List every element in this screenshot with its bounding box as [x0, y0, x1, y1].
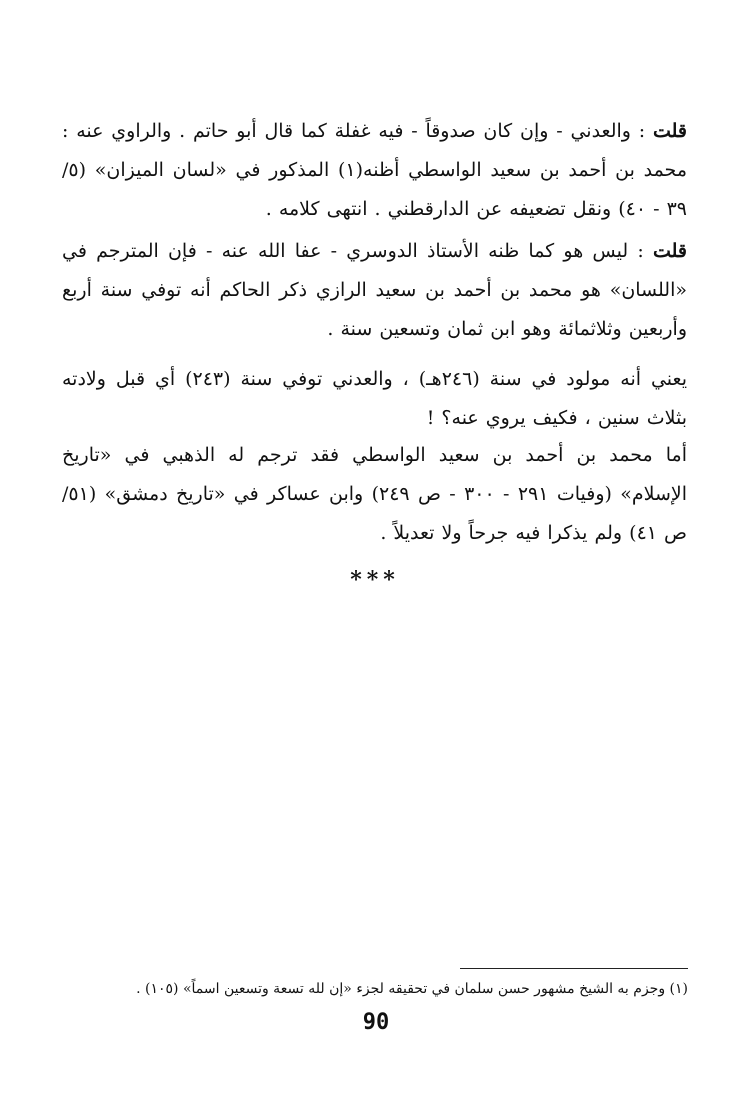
paragraph-4-text: أما محمد بن أحمد بن سعيد الواسطي فقد ترجم له الذهبي في «تاريخ الإسلام» (وفيات ٢٩١ - ٣٠٠ - ص ٢٤٩) وابن عساكر في «تاريخ دمشق» (٥١/ ص ٤١) ولم يذكرا فيه جرحاً ولا تعديلاً . [62, 444, 688, 544]
paragraph-1 [62, 112, 687, 229]
paragraph-1-lead: قلت [652, 120, 687, 142]
section-divider: *** [350, 567, 400, 593]
paragraph-2 [62, 232, 687, 349]
paragraph-1-text: : والعدني - وإن كان صدوقاً - فيه غفلة كما قال أبو حاتم . والراوي عنه : محمد بن أحمد بن سعيد الواسطي أظنه(١) المذكور في «لسان الميزان» (٥/ ٣٩ - ٤٠) ونقل تضعيفه عن الدارقطني . انتهى كلامه . [62, 120, 687, 220]
paragraph-2-text: : ليس هو كما ظنه الأستاذ الدوسري - عفا الله عنه - فإن المترجم في «اللسان» هو محمد بن أحمد بن سعيد الرازي ذكر الحاكم أنه توفي سنة أربع وأربعين وثلاثمائة وهو ابن ثمان وتسعين سنة . [62, 240, 687, 340]
paragraph-3 [62, 360, 687, 438]
footnote: (١) وجزم به الشيخ مشهور حسن سلمان في تحقيقه لجزء «إن لله تسعة وتسعين اسماً» (١٠٥) . [136, 981, 688, 997]
paragraph-4 [62, 436, 687, 553]
paragraph-2-lead: قلت [652, 240, 687, 262]
page-number: 90 [362, 1010, 390, 1035]
footnote-separator [460, 968, 688, 969]
paragraph-3-text: يعني أنه مولود في سنة (٢٤٦هـ) ، والعدني توفي سنة (٢٤٣) أي قبل ولادته بثلاث سنين ، فكيف يروي عنه؟ ! [62, 368, 687, 429]
